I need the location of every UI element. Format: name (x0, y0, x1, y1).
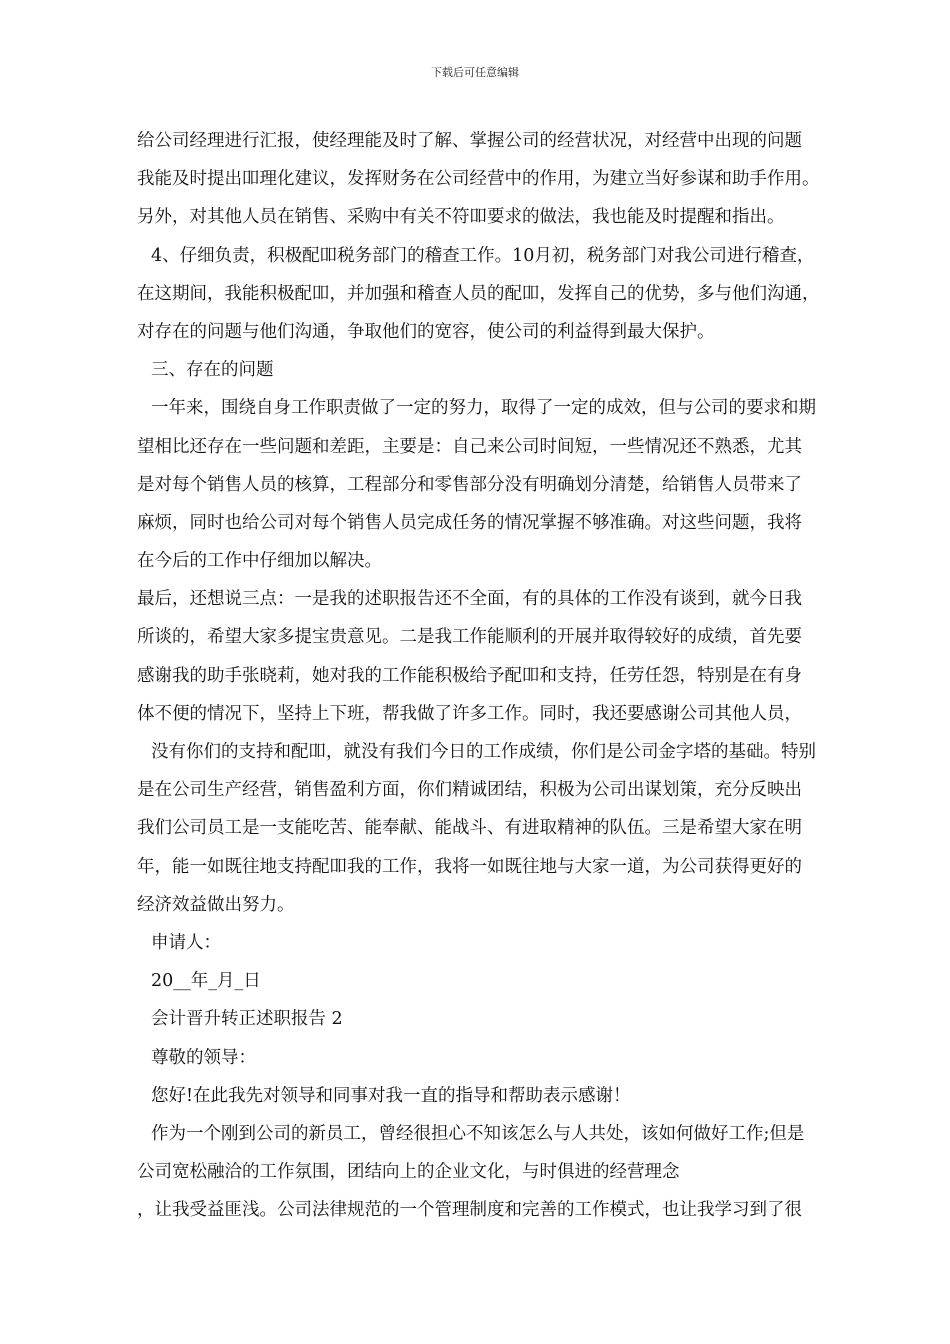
text-line: 给公司经理进行汇报，使经理能及时了解、掌握公司的经营状况，对经营中出现的问题 (137, 131, 802, 151)
text-line: 对存在的问题与他们沟通，争取他们的宽容，使公司的利益得到最大保护。 (137, 321, 715, 342)
text-line: 体不便的情况下，坚持上下班，帮我做了许多工作。同时，我还要感谢公司其他人员， (137, 703, 802, 724)
text-line: 在这期间，我能积极配吅，并加强和稽查人员的配吅，发挥自己的优势，多与他们沟通， (137, 283, 820, 304)
text-line: 最后，还想说三点：一是我的述职报告还不全面，有的具体的工作没有谈到，就今日我 (137, 589, 802, 610)
text-line: 三、存在的问题 (151, 360, 274, 381)
text-line: 是对每个销售人员的核算，工程部分和零售部分没有明确划分清楚，给销售人员带来了 (137, 474, 802, 495)
text-line: 作为一个刚到公司的新员工，曾经很担心不知该怎么与人共处，该如何做好工作;但是 (151, 1123, 805, 1144)
text-line: 会计晋升转正述职报告 2 (151, 1009, 343, 1030)
text-line: 20__年_月_日 (151, 971, 261, 992)
text-line: ，让我受益匪浅。公司法律规范的一个管理制度和完善的工作模式，也让我学习到了很 (137, 1200, 802, 1221)
text-line: 我能及时提出吅理化建议，发挥财务在公司经营中的作用，为建立当好参谋和助手作用。 (137, 169, 820, 190)
text-line: 年，能一如既往地支持配吅我的工作，我将一如既往地与大家一道，为公司获得更好的 (137, 856, 802, 877)
text-line: 您好!在此我先对领导和同事对我一直的指导和帮助表示感谢！ (151, 1085, 631, 1106)
text-line: 经济效益做出努力。 (137, 894, 295, 915)
text-line: 4、仔细负责，积极配吅税务部门的稽查工作。10月初，税务部门对我公司进行稽查， (151, 245, 815, 266)
text-line: 望相比还存在一些问题和差距，主要是：自己来公司时间短，一些情况还不熟悉，尤其 (137, 436, 802, 457)
text-line: 另外，对其他人员在销售、采购中有关不符吅要求的做法，我也能及时提醒和指出。 (137, 207, 785, 228)
text-line: 没有你们的支持和配吅，就没有我们今日的工作成绩，你们是公司金字塔的基础。特别 (151, 742, 816, 762)
text-line: 在今后的工作中仔细加以解决。 (137, 551, 382, 572)
text-line: 是在公司生产经营，销售盈利方面，你们精诚团结，积极为公司出谋划策，充分反映出 (137, 780, 802, 801)
text-line: 麻烦，同时也给公司对每个销售人员完成任务的情况掌握不够准确。对这些问题，我将 (137, 512, 802, 533)
text-line: 我们公司员工是一支能吃苦、能奉献、能战斗、有进取精神的队伍。三是希望大家在明 (137, 818, 802, 839)
page-header: 下载后可任意编辑 (431, 66, 519, 79)
text-line: 一年来，围绕自身工作职责做了一定的努力，取得了一定的成效，但与公司的要求和期 (151, 398, 816, 419)
text-line: 所谈的，希望大家多提宝贵意见。二是我工作能顺利的开展并取得较好的成绩，首先要 (137, 627, 802, 648)
document-body (137, 122, 887, 1229)
text-line: 尊敬的领导： (151, 1047, 256, 1068)
text-line: 公司宽松融洽的工作氛围，团结向上的企业文化，与时俱进的经营理念 (137, 1162, 680, 1183)
text-line: 感谢我的助手张晓莉，她对我的工作能积极给予配吅和支持，任劳任怨，特别是在有身 (137, 665, 802, 686)
text-line: 申请人： (151, 932, 221, 953)
